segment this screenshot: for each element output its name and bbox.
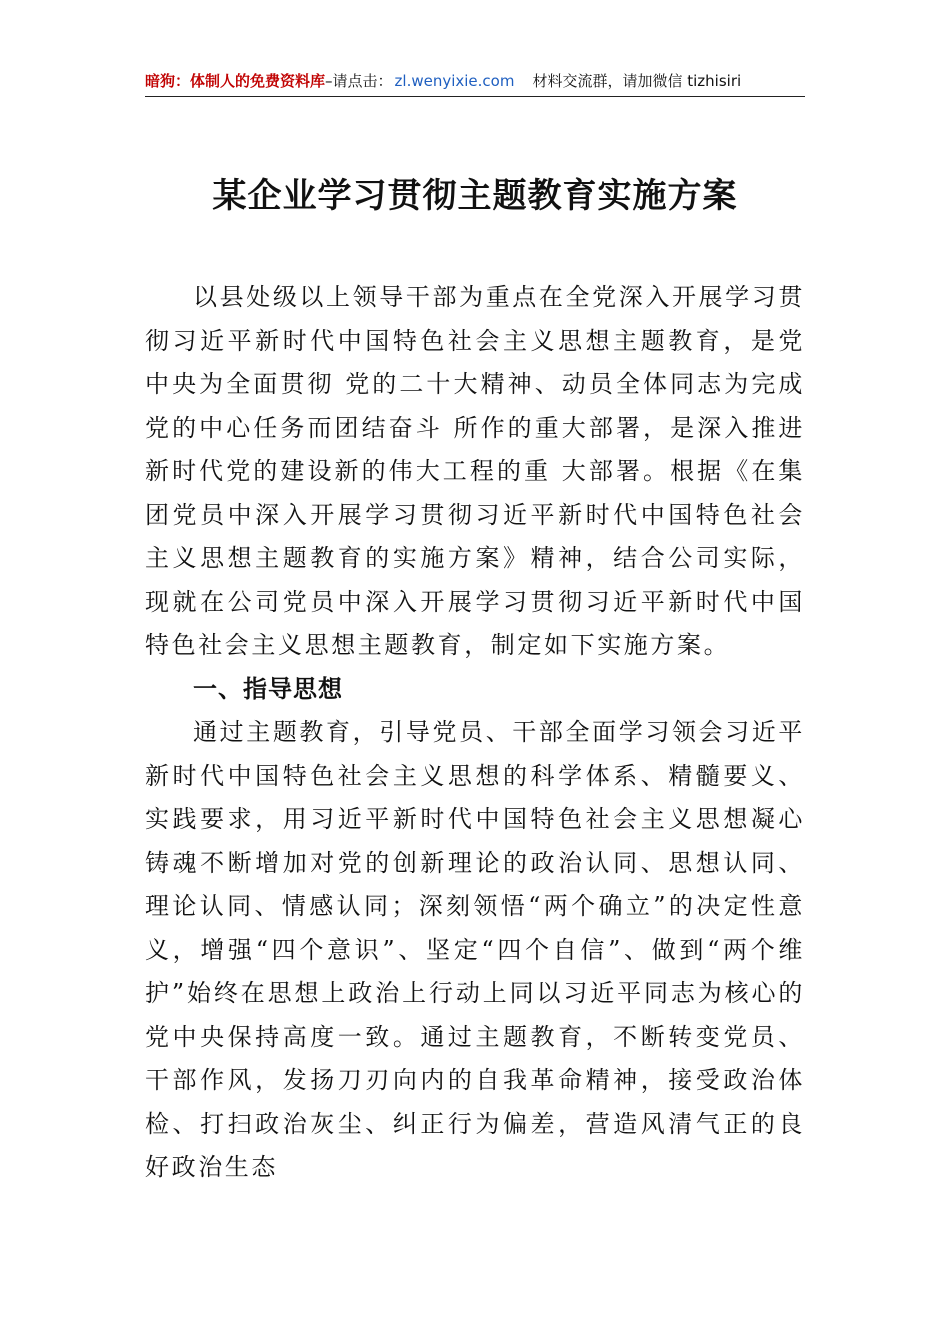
- header-prompt: –请点击：: [325, 72, 393, 90]
- page-header: [145, 66, 805, 97]
- header-group-note: 材料交流群，请加微信 tizhisiri: [532, 72, 742, 90]
- document-title: 某企业学习贯彻主题教育实施方案: [212, 176, 738, 216]
- intro-paragraph: 以县处级以上领导干部为重点在全党深入开展学习贯彻习近平新时代中国特色社会主义思想主题教育，是党中央为全面贯彻 党的二十大精神、动员全体同志为完成党的中心任务而团结奋斗 所作的重大部署，是深入推进新时代党的建设新的伟大工程的重 大部署。根据《在集团党员中深入开展学习贯彻习近平新时代中国特色社会主义思想主题教育的实施方案》精神，结合公司实际，现就在公司党员中深入开展学习贯彻习近平新时代中国特色社会主义思想主题教育，制定如下实施方案。: [145, 283, 805, 659]
- document-body: [145, 276, 805, 1190]
- section-heading: 一、指导思想: [193, 674, 343, 703]
- header-link[interactable]: zl.wenyixie.com: [394, 72, 515, 90]
- header-brand: 暗狗：体制人的免费资料库: [145, 72, 326, 90]
- guiding-thought-paragraph: 通过主题教育，引导党员、干部全面学习领会习近平新时代中国特色社会主义思想的科学体系、精髓要义、实践要求，用习近平新时代中国特色社会主义思想凝心铸魂不断增加对党的创新理论的政治认同、思想认同、理论认同、情感认同；深刻领悟“两个确立”的决定性意义，增强“四个意识”、坚定“四个自信”、做到“两个维护”始终在思想上政治上行动上同以习近平同志为核心的党中央保持高度一致。通过主题教育，不断转变党员、干部作风，发扬刀刃向内的自我革命精神，接受政治体检、打扫政治灰尘、纠正行为偏差，营造风清气正的良好政治生态: [145, 718, 805, 1181]
